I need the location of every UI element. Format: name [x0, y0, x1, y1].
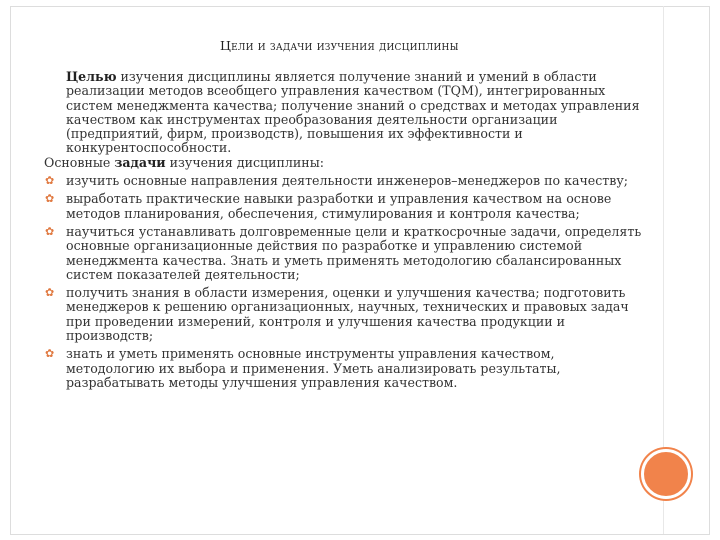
- tasks-suffix: изучения дисциплины:: [165, 154, 324, 170]
- slide-title: Цели и задачи изучения дисциплины: [220, 38, 459, 53]
- flower-bullet-icon: ✿: [45, 224, 55, 238]
- tasks-list: [44, 174, 644, 390]
- flower-bullet-icon: ✿: [45, 174, 55, 188]
- list-item-text: выработать практические навыки разработки и управления качеством на основе методов планирования, обеспечения, стимулирования и контроля качества;: [66, 191, 612, 221]
- slide-frame-right: [709, 6, 710, 534]
- tasks-bold: задачи: [114, 154, 166, 170]
- tasks-prefix: Основные: [44, 154, 115, 170]
- list-item-text: получить знания в области измерения, оценки и улучшения качества; подготовить менеджеров к решению организационных, научных, технических и правовых задач при проведении измерений, контроля и улучшения качества продукции и производств;: [66, 285, 629, 344]
- list-item-text: знать и уметь применять основные инструменты управления качеством, методологию их выбора и применения. Уметь анализировать результаты, разрабатывать методы улучшения управления качеством.: [66, 346, 561, 390]
- slide-frame-bottom: [10, 534, 710, 535]
- slide-content: [44, 70, 644, 390]
- intro-text: изучения дисциплины является получение знаний и умений в области реализации методов всеобщего управления качеством (TQM), интегрированных систем менеджмента качества; получение знаний о средствах и методах управления качеством как инструментах преобразования деятельности организации (предприятий, фирм, производств), повышения их эффективности и конкурентоспособности.: [66, 69, 640, 156]
- decorative-circle: [641, 449, 691, 499]
- list-item: [44, 347, 644, 390]
- list-item: [44, 225, 644, 282]
- list-item-text: изучить основные направления деятельности инженеров–менеджеров по качеству;: [66, 173, 628, 189]
- list-item: [44, 192, 644, 221]
- slide-frame-left: [10, 6, 11, 534]
- intro-lead: Целью: [66, 69, 117, 84]
- list-item-text: научиться устанавливать долговременные цели и краткосрочные задачи, определять основные организационные действия по разработке и управлению системой менеджмента качества. Знать и уметь применять методологию сбалансированных систем показателей деятельности;: [66, 223, 642, 282]
- list-item: [44, 286, 644, 343]
- flower-bullet-icon: ✿: [45, 347, 55, 361]
- list-item: [44, 174, 644, 188]
- flower-bullet-icon: ✿: [45, 192, 55, 206]
- flower-bullet-icon: ✿: [45, 286, 55, 300]
- slide-frame-top: [10, 6, 710, 7]
- tasks-heading: [44, 156, 644, 170]
- intro-paragraph: [44, 70, 644, 156]
